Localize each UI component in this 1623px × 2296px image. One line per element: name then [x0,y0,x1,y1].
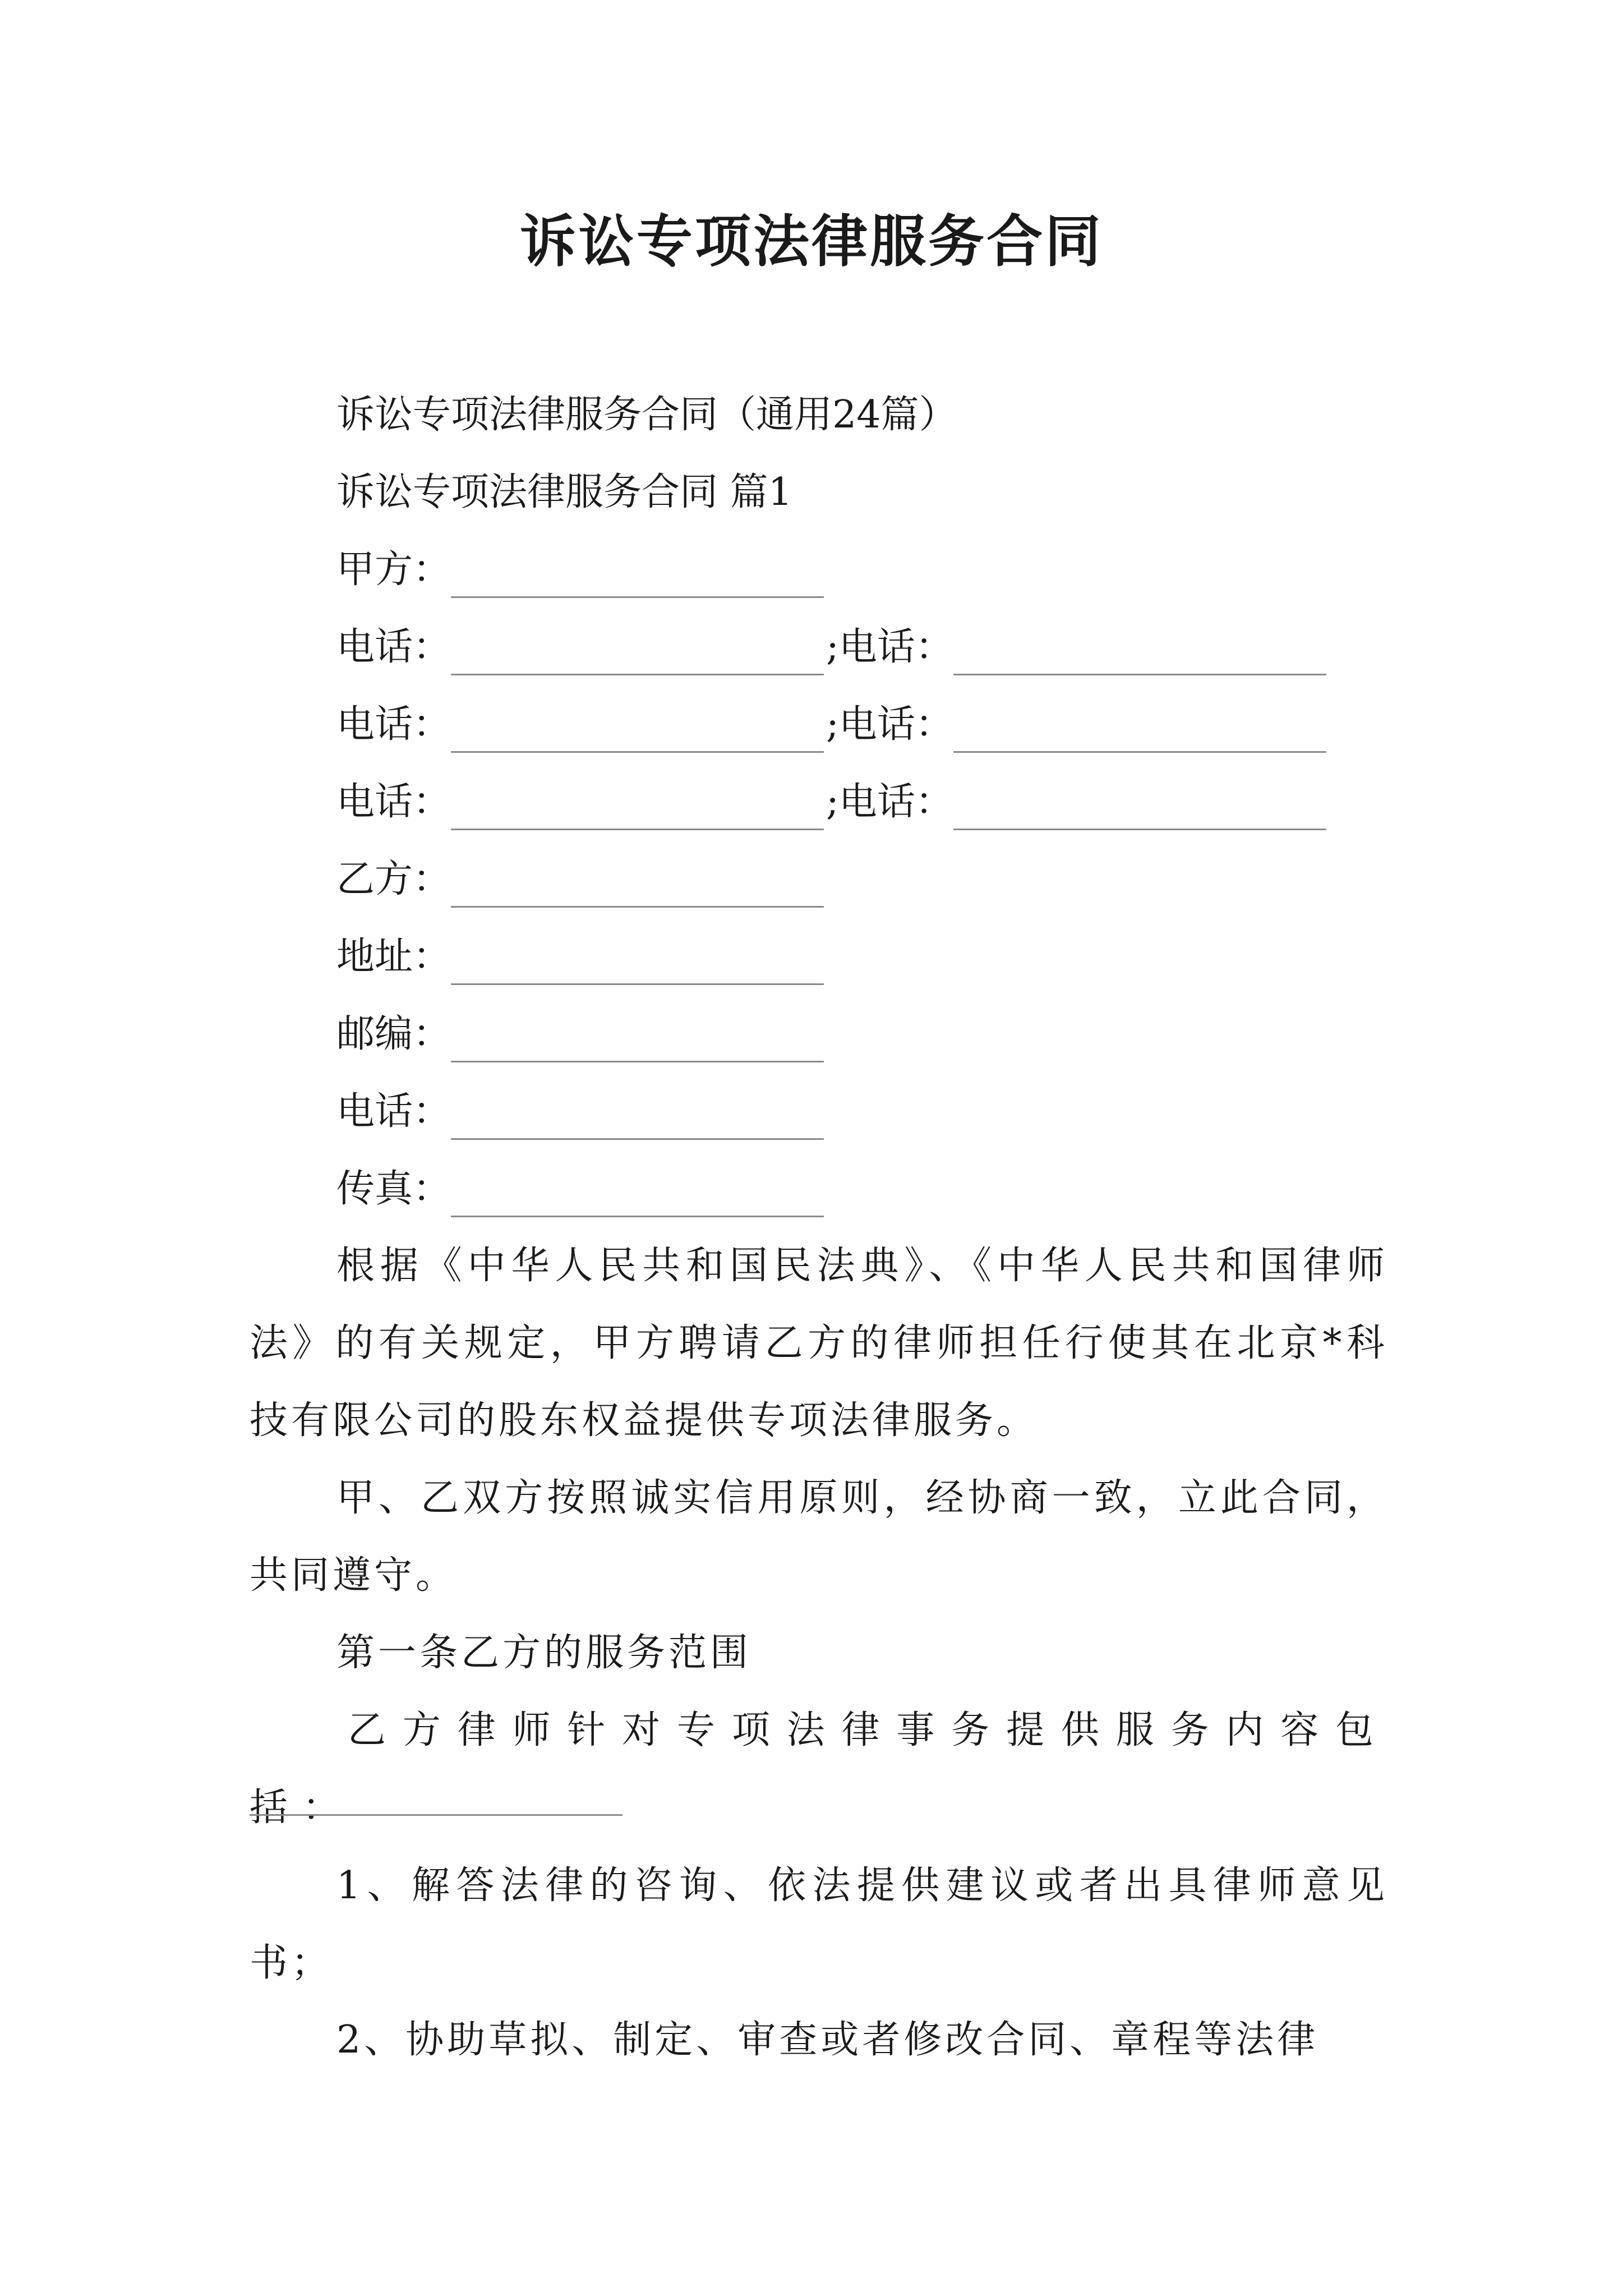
phone-blank-secondary [953,789,1326,830]
phone-row-2 [336,697,1329,753]
article-one-heading: 第一条乙方的服务范围 [336,1631,752,1675]
phone-label: 电话： [336,625,451,669]
agreement-paragraph: 甲、乙双方按照诚实信用原则，经协商一致，立此合同，共同遵守。 [250,1476,1388,1598]
phone-blank [451,712,824,753]
phone-label-secondary: ;电话： [826,702,953,747]
postcode-label: 邮编： [336,1012,451,1056]
phone-label-secondary: ;电话： [826,780,953,824]
phone-blank [451,789,824,830]
phone-row-3 [336,774,1329,830]
phone-label: 电话： [336,1089,451,1134]
address-row [336,929,826,985]
document-title: 诉讼专项法律服务合同 [520,208,1103,274]
party-b-phone-row [336,1084,826,1140]
postcode-row [336,1006,826,1062]
phone-blank [451,634,824,675]
phone-row-1 [336,619,1329,675]
party-a-row [336,542,826,598]
section-heading: 诉讼专项法律服务合同 篇1 [336,470,792,514]
phone-label: 电话： [336,702,451,747]
party-b-label: 乙方： [336,857,451,901]
scope-item-2: 2、协助草拟、制定、审查或者修改合同、章程等法律 [336,2018,1319,2062]
section-divider [250,1814,623,1816]
basis-paragraph: 根据《中华人民共和国民法典》、《中华人民共和国律师法》的有关规定，甲方聘请乙方的律师担任行使其在北京*科技有限公司的股东权益提供专项法律服务。 [250,1244,1388,1443]
phone-blank [451,1099,824,1140]
phone-label: 电话： [336,780,451,824]
phone-label-secondary: ;电话： [826,625,953,669]
scope-intro: 乙方律师针对专项法律事务提供服务内容包括： [250,1708,1388,1830]
party-b-blank [451,867,824,908]
address-blank [451,944,824,985]
phone-blank-secondary [953,712,1326,753]
scope-item-1: 1、解答法律的咨询、依法提供建议或者出具律师意见书； [250,1864,1388,1985]
party-b-row [336,852,826,908]
fax-blank [451,1176,824,1217]
fax-row [336,1161,826,1217]
postcode-blank [451,1022,824,1062]
fax-label: 传真： [336,1167,451,1211]
address-label: 地址： [336,935,451,979]
party-a-label: 甲方： [336,547,451,592]
party-a-blank [451,557,824,598]
document-subtitle: 诉讼专项法律服务合同（通用24篇） [336,393,957,437]
phone-blank-secondary [953,634,1326,675]
